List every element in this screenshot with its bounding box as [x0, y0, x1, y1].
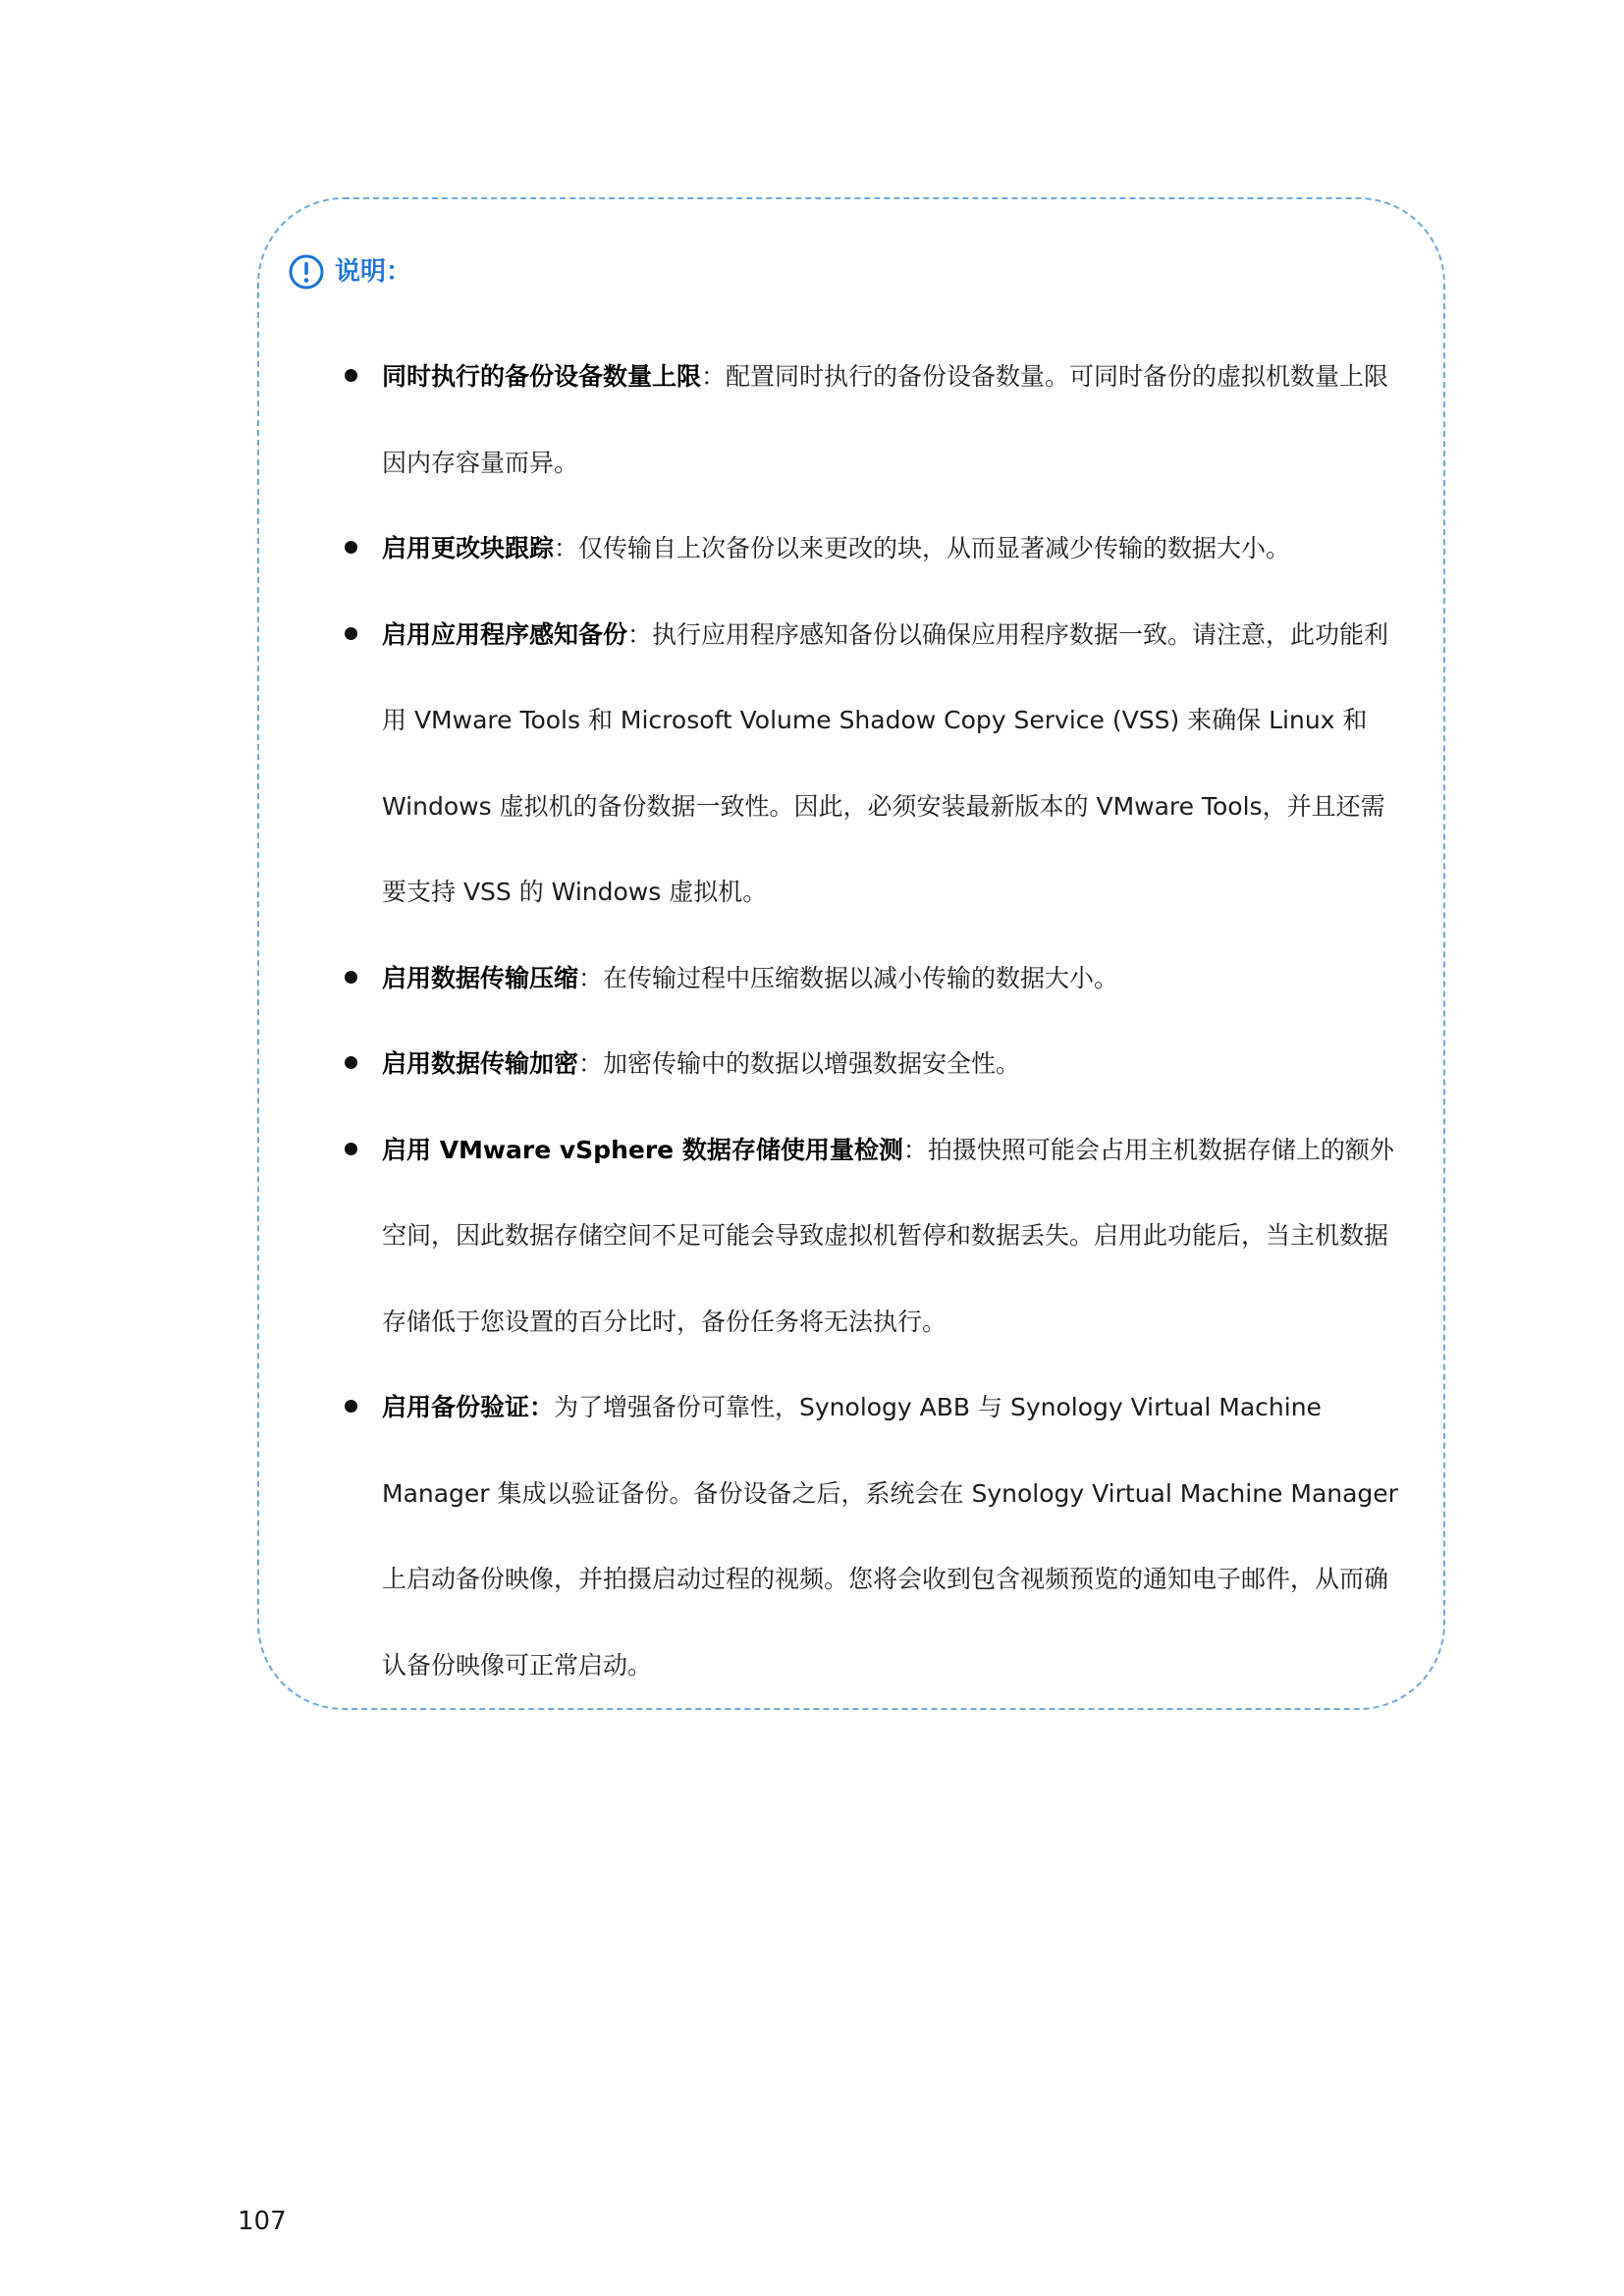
item-term: 启用应用程序感知备份: [382, 619, 628, 649]
bullet-icon: [345, 1056, 357, 1069]
bullet-icon: [345, 369, 357, 382]
note-header: [288, 253, 411, 291]
item-term: 启用数据传输加密: [382, 1049, 579, 1078]
list-item: [341, 1364, 1401, 1708]
list-item: [341, 935, 1401, 1022]
list-item: [341, 506, 1401, 592]
bullet-icon: [345, 627, 357, 640]
item-text: 配置同时执行的备份设备数量。可同时备份的虚拟机数量上限因内存容量而异。: [382, 362, 1389, 477]
item-separator: ：: [902, 1135, 928, 1164]
list-item: [341, 1021, 1401, 1107]
item-separator: ：: [627, 619, 653, 649]
list-item: [341, 592, 1401, 935]
item-text: 拍摄快照可能会占用主机数据存储上的额外空间，因此数据存储空间不足可能会导致虚拟机暂停和数据丢失。启用此功能后，当主机数据存储低于您设置的百分比时，备份任务将无法执行。: [382, 1135, 1394, 1336]
list-item: [341, 1107, 1401, 1365]
item-term: 启用备份验证：: [382, 1393, 555, 1421]
bullet-icon: [345, 1143, 357, 1155]
item-term: 启用 VMware vSphere 数据存储使用量检测: [382, 1135, 903, 1164]
item-separator: ：: [578, 1049, 604, 1078]
item-separator: ：: [578, 963, 604, 992]
note-title: 说明：: [335, 257, 412, 287]
bullet-icon: [345, 541, 357, 554]
list-item: [341, 334, 1401, 506]
bullet-icon: [345, 971, 357, 984]
item-separator: ：: [554, 534, 579, 562]
item-term: 启用数据传输压缩: [382, 963, 579, 992]
item-text: 执行应用程序感知备份以确保应用程序数据一致。请注意，此功能利用 VMware Tools 和 Microsoft Volume Shadow Copy Service (VSS) 来确保 Linux 和 Windows 虚拟机的备份数据一致性。因此，必须安装最新版本的 VMware Tools，并且还需要支持 VSS 的 Windows 虚拟机。: [382, 619, 1389, 906]
item-text: 加密传输中的数据以增强数据安全性。: [603, 1049, 1021, 1078]
note-list: [341, 334, 1401, 1708]
item-term: 启用更改块跟踪: [382, 534, 555, 562]
item-text: 为了增强备份可靠性，Synology ABB 与 Synology Virtual Machine Manager 集成以验证备份。备份设备之后，系统会在 Synology Virtual Machine Manager 上启动备份映像，并拍摄启动过程的视频。您将会收到包含视频预览的通知电子邮件，从而确认备份映像可正常启动。: [382, 1393, 1398, 1680]
item-text: 仅传输自上次备份以来更改的块，从而显著减少传输的数据大小。: [578, 534, 1291, 562]
item-text: 在传输过程中压缩数据以减小传输的数据大小。: [603, 963, 1119, 992]
item-term: 同时执行的备份设备数量上限: [382, 362, 702, 391]
info-exclamation-icon: [288, 253, 325, 291]
item-separator: ：: [701, 362, 727, 391]
page-number: 107: [238, 2207, 287, 2236]
bullet-icon: [345, 1400, 357, 1413]
